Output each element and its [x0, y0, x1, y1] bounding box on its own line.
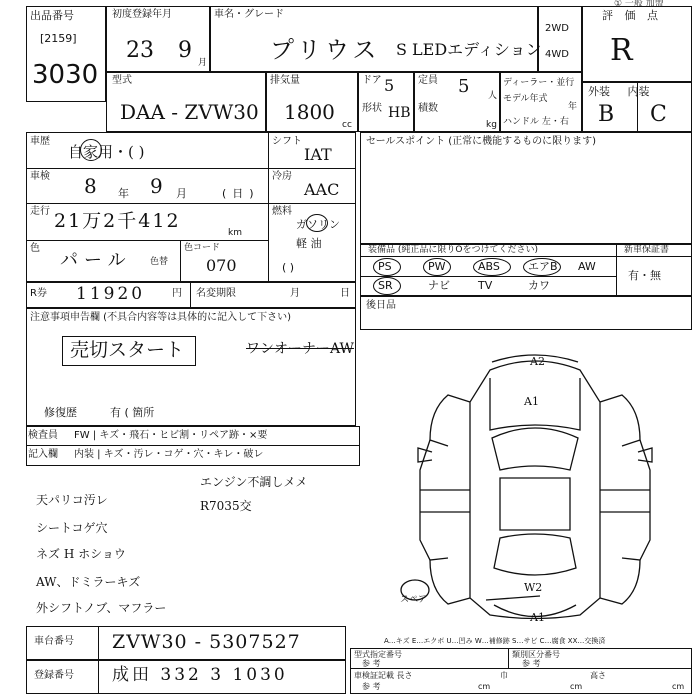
model-value: DAA - ZVW30 — [120, 100, 259, 124]
equipment-item: ナビ — [428, 279, 450, 292]
inspector-label-1: 検査員 — [28, 430, 58, 441]
insp-month: 9 — [150, 174, 163, 198]
int-grade: C — [650, 102, 667, 127]
recycle-unit: 円 — [172, 288, 182, 299]
shape-label: 形状 — [362, 103, 382, 114]
shift-label: シフト — [272, 136, 302, 147]
cm-1: cm — [478, 682, 491, 691]
cm-3: cm — [672, 682, 685, 691]
shift-value: IAT — [304, 145, 332, 164]
equipment-item: エアB — [528, 260, 558, 273]
repair-value: 有 ( 箇所 — [110, 406, 155, 419]
height-label: 高さ — [590, 671, 606, 680]
door-value: 5 — [384, 76, 395, 95]
insp-year-unit: 年 — [118, 187, 129, 200]
diagram-mark-top: A2 — [530, 355, 545, 368]
equipment-item: カワ — [528, 279, 550, 292]
car-grade: S LEDエディション — [396, 40, 542, 59]
remark-line: ネズ H ホショウ — [36, 547, 126, 561]
equipment-item: SR — [378, 279, 393, 292]
diagram-mark-hood: A1 — [524, 395, 539, 408]
equipment-item: TV — [478, 279, 493, 292]
drive-2wd: 2WD — [545, 23, 569, 34]
ext-grade: B — [598, 102, 615, 127]
insp-month-unit: 月 — [176, 187, 187, 200]
handle-label: ハンドル 左・右 — [503, 117, 569, 127]
mileage-unit: km — [228, 228, 242, 238]
ac-value: AAC — [304, 180, 340, 199]
color-label: 色 — [30, 243, 40, 254]
cm-2: cm — [570, 682, 583, 691]
width-label: 巾 — [500, 671, 508, 680]
reg-month: 9 — [178, 38, 192, 63]
eval-label: 評 価 点 — [602, 9, 662, 22]
diagram-mark-rear: W2 — [524, 581, 543, 594]
registration-label: 登録番号 — [34, 670, 74, 681]
shape-value: HB — [388, 105, 411, 121]
type-designation-label: 型式指定番号 — [354, 650, 402, 659]
load-unit: kg — [486, 120, 497, 130]
car-name-label: 車名・グレード — [214, 9, 284, 20]
door-label: ドア — [362, 75, 382, 86]
seats-label: 定員 — [418, 75, 438, 86]
history-value: 自家用・( ) — [68, 143, 145, 161]
remark-line: R7035交 — [200, 499, 252, 513]
lot-code: [2159] — [40, 32, 77, 45]
repair-label: 修復歴 — [44, 406, 77, 419]
reg-date-label: 初度登録年月 — [112, 9, 172, 20]
inspector-label-2: 記入欄 — [28, 449, 58, 460]
equipment-item: PW — [428, 260, 446, 273]
inspector-row-1: FW | キズ・飛石・ヒビ割・リペア跡・×要 — [74, 430, 268, 441]
seats-unit: 人 — [488, 91, 498, 101]
lot-number: 3030 — [32, 60, 99, 90]
remark-line: シートコゲ穴 — [36, 521, 108, 535]
ext-int-label: 外装 内装 — [588, 85, 650, 98]
registration-value: 成田 332 3 1030 — [112, 665, 288, 685]
fuel-gasoline: ガソリン — [296, 218, 340, 231]
color-code-value: 070 — [206, 256, 237, 275]
inspector-row-2: 内装 | キズ・汚レ・コゲ・穴・キレ・破レ — [74, 449, 264, 460]
corner-mark: ① 一般 加盟 — [614, 0, 664, 9]
dealer-label: ディーラー・並行 — [503, 78, 575, 88]
year-unit: 年 — [568, 102, 578, 112]
notes-handwritten: ワンオーナーAW — [246, 341, 354, 357]
recycle-value: 11920 — [76, 284, 146, 304]
mileage-label: 走行 — [30, 206, 50, 217]
name-change-month: 月 — [290, 288, 300, 299]
disp-unit: cc — [342, 120, 352, 130]
disp-label: 排気量 — [270, 75, 300, 86]
inspection-label: 車検 — [30, 171, 50, 182]
reg-month-unit: 月 — [198, 58, 208, 68]
car-name: プリウス — [270, 36, 381, 64]
sales-point-title: セールスポイント (正常に機能するものに限ります) — [366, 136, 597, 147]
insp-day-unit: (日) — [222, 187, 260, 200]
diagram-spare: スペア — [400, 595, 428, 605]
fuel-paren: ( ) — [282, 261, 295, 274]
disp-value: 1800 — [284, 100, 335, 124]
remark-line: 外シフトノブ、マフラー — [36, 601, 167, 615]
reg-cert-ref: 参 考 — [362, 682, 381, 691]
category-ref: 参 考 — [522, 659, 541, 668]
history-label: 車歴 — [30, 136, 50, 147]
remark-line: 天パリコ汚レ — [36, 493, 108, 507]
notes-title: 注意事項申告欄 (不具合内容等は具体的に記入して下さい) — [30, 312, 291, 323]
name-change-label: 名変期限 — [196, 288, 236, 299]
notes-stamp: 売切スタート — [70, 339, 185, 361]
insp-year: 8 — [84, 174, 97, 198]
color-code-label: 色コード — [184, 243, 221, 253]
chassis-label: 車台番号 — [34, 636, 74, 647]
lot-label: 出品番号 — [30, 9, 74, 22]
equipment-item: AW — [578, 260, 596, 273]
recycle-label: R券 — [30, 288, 47, 299]
category-label: 類別区分番号 — [512, 650, 560, 659]
warranty-label: 新車保証書 — [624, 245, 670, 255]
remark-line: AW、ドミラーキズ — [36, 575, 141, 589]
mileage-value: 21万2千412 — [54, 210, 181, 232]
drive-4wd: 4WD — [545, 49, 569, 60]
name-change-day: 日 — [340, 288, 350, 299]
type-designation-ref: 参 考 — [362, 659, 381, 668]
load-label: 積数 — [418, 103, 438, 114]
damage-legend: A…キズ E…エクボ U…凹み W…補修跡 S…サビ C…腐食 XX…交換済 — [384, 637, 606, 645]
color-exchange: 色替 — [150, 257, 169, 267]
reg-year: 23 — [126, 38, 154, 63]
chassis-value: ZVW30 - 5307527 — [112, 631, 301, 653]
seats-value: 5 — [458, 76, 470, 97]
ac-label: 冷房 — [272, 171, 292, 182]
equipment-item: ABS — [478, 260, 500, 273]
model-label: 型式 — [112, 75, 132, 86]
equipment-title: 装備品 (純正品に限りOをつけてください) — [368, 245, 538, 255]
eval-value: R — [610, 33, 633, 68]
remark-line: エンジン不調しメメ — [200, 475, 308, 489]
reg-cert-label: 車検証記載 長さ — [354, 671, 413, 680]
color-value: パール — [60, 250, 132, 271]
equipment-item: PS — [378, 260, 392, 273]
warranty-value: 有・無 — [628, 269, 661, 282]
diagram-mark-bottom: A1 — [530, 611, 545, 624]
fuel-diesel: 軽 油 — [296, 237, 322, 250]
back-item-label: 後日品 — [366, 300, 396, 311]
fuel-label: 燃料 — [272, 206, 292, 217]
model-year-label: モデル年式 — [503, 94, 548, 104]
